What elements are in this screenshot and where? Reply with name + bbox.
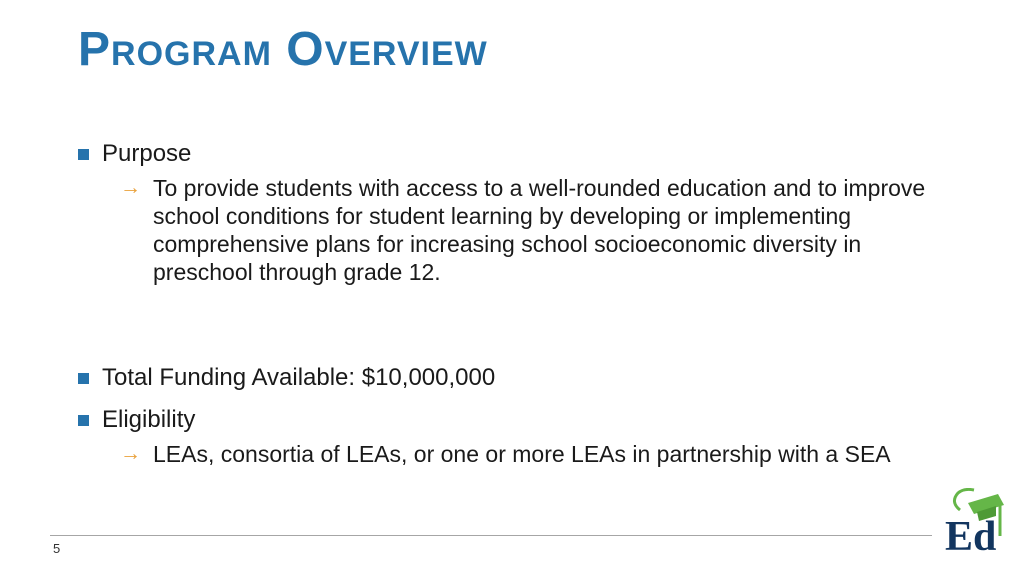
bullet-eligibility-label: Eligibility: [102, 406, 196, 433]
page-number: 5: [53, 541, 61, 556]
logo-text: Ed: [945, 514, 997, 556]
square-bullet-icon: [78, 373, 89, 384]
arrow-bullet-icon: →: [120, 176, 141, 199]
purpose-detail-text: To provide students with access to a well-rounded education and to improve school conditions for student learning by developing or implementing comprehensive plans for increasing school socioeconomic diversity in preschool through grade 12.: [153, 175, 926, 285]
ed-logo: [944, 488, 1004, 556]
sub-bullet-purpose-detail: [120, 174, 948, 286]
arrow-bullet-icon: →: [120, 442, 141, 465]
bullet-funding: [78, 364, 495, 392]
bullet-purpose-label: Purpose: [102, 140, 192, 167]
square-bullet-icon: [78, 415, 89, 426]
page-title: Program Overview: [78, 23, 488, 76]
sub-bullet-eligibility-detail: [120, 440, 980, 468]
bullet-eligibility: [78, 406, 195, 434]
bullet-purpose: [78, 140, 191, 168]
bullet-funding-label: Total Funding Available: $10,000,000: [102, 364, 496, 391]
footer-divider: [50, 535, 932, 536]
eligibility-detail-text: LEAs, consortia of LEAs, or one or more LEAs in partnership with a SEA: [153, 441, 891, 467]
square-bullet-icon: [78, 149, 89, 160]
